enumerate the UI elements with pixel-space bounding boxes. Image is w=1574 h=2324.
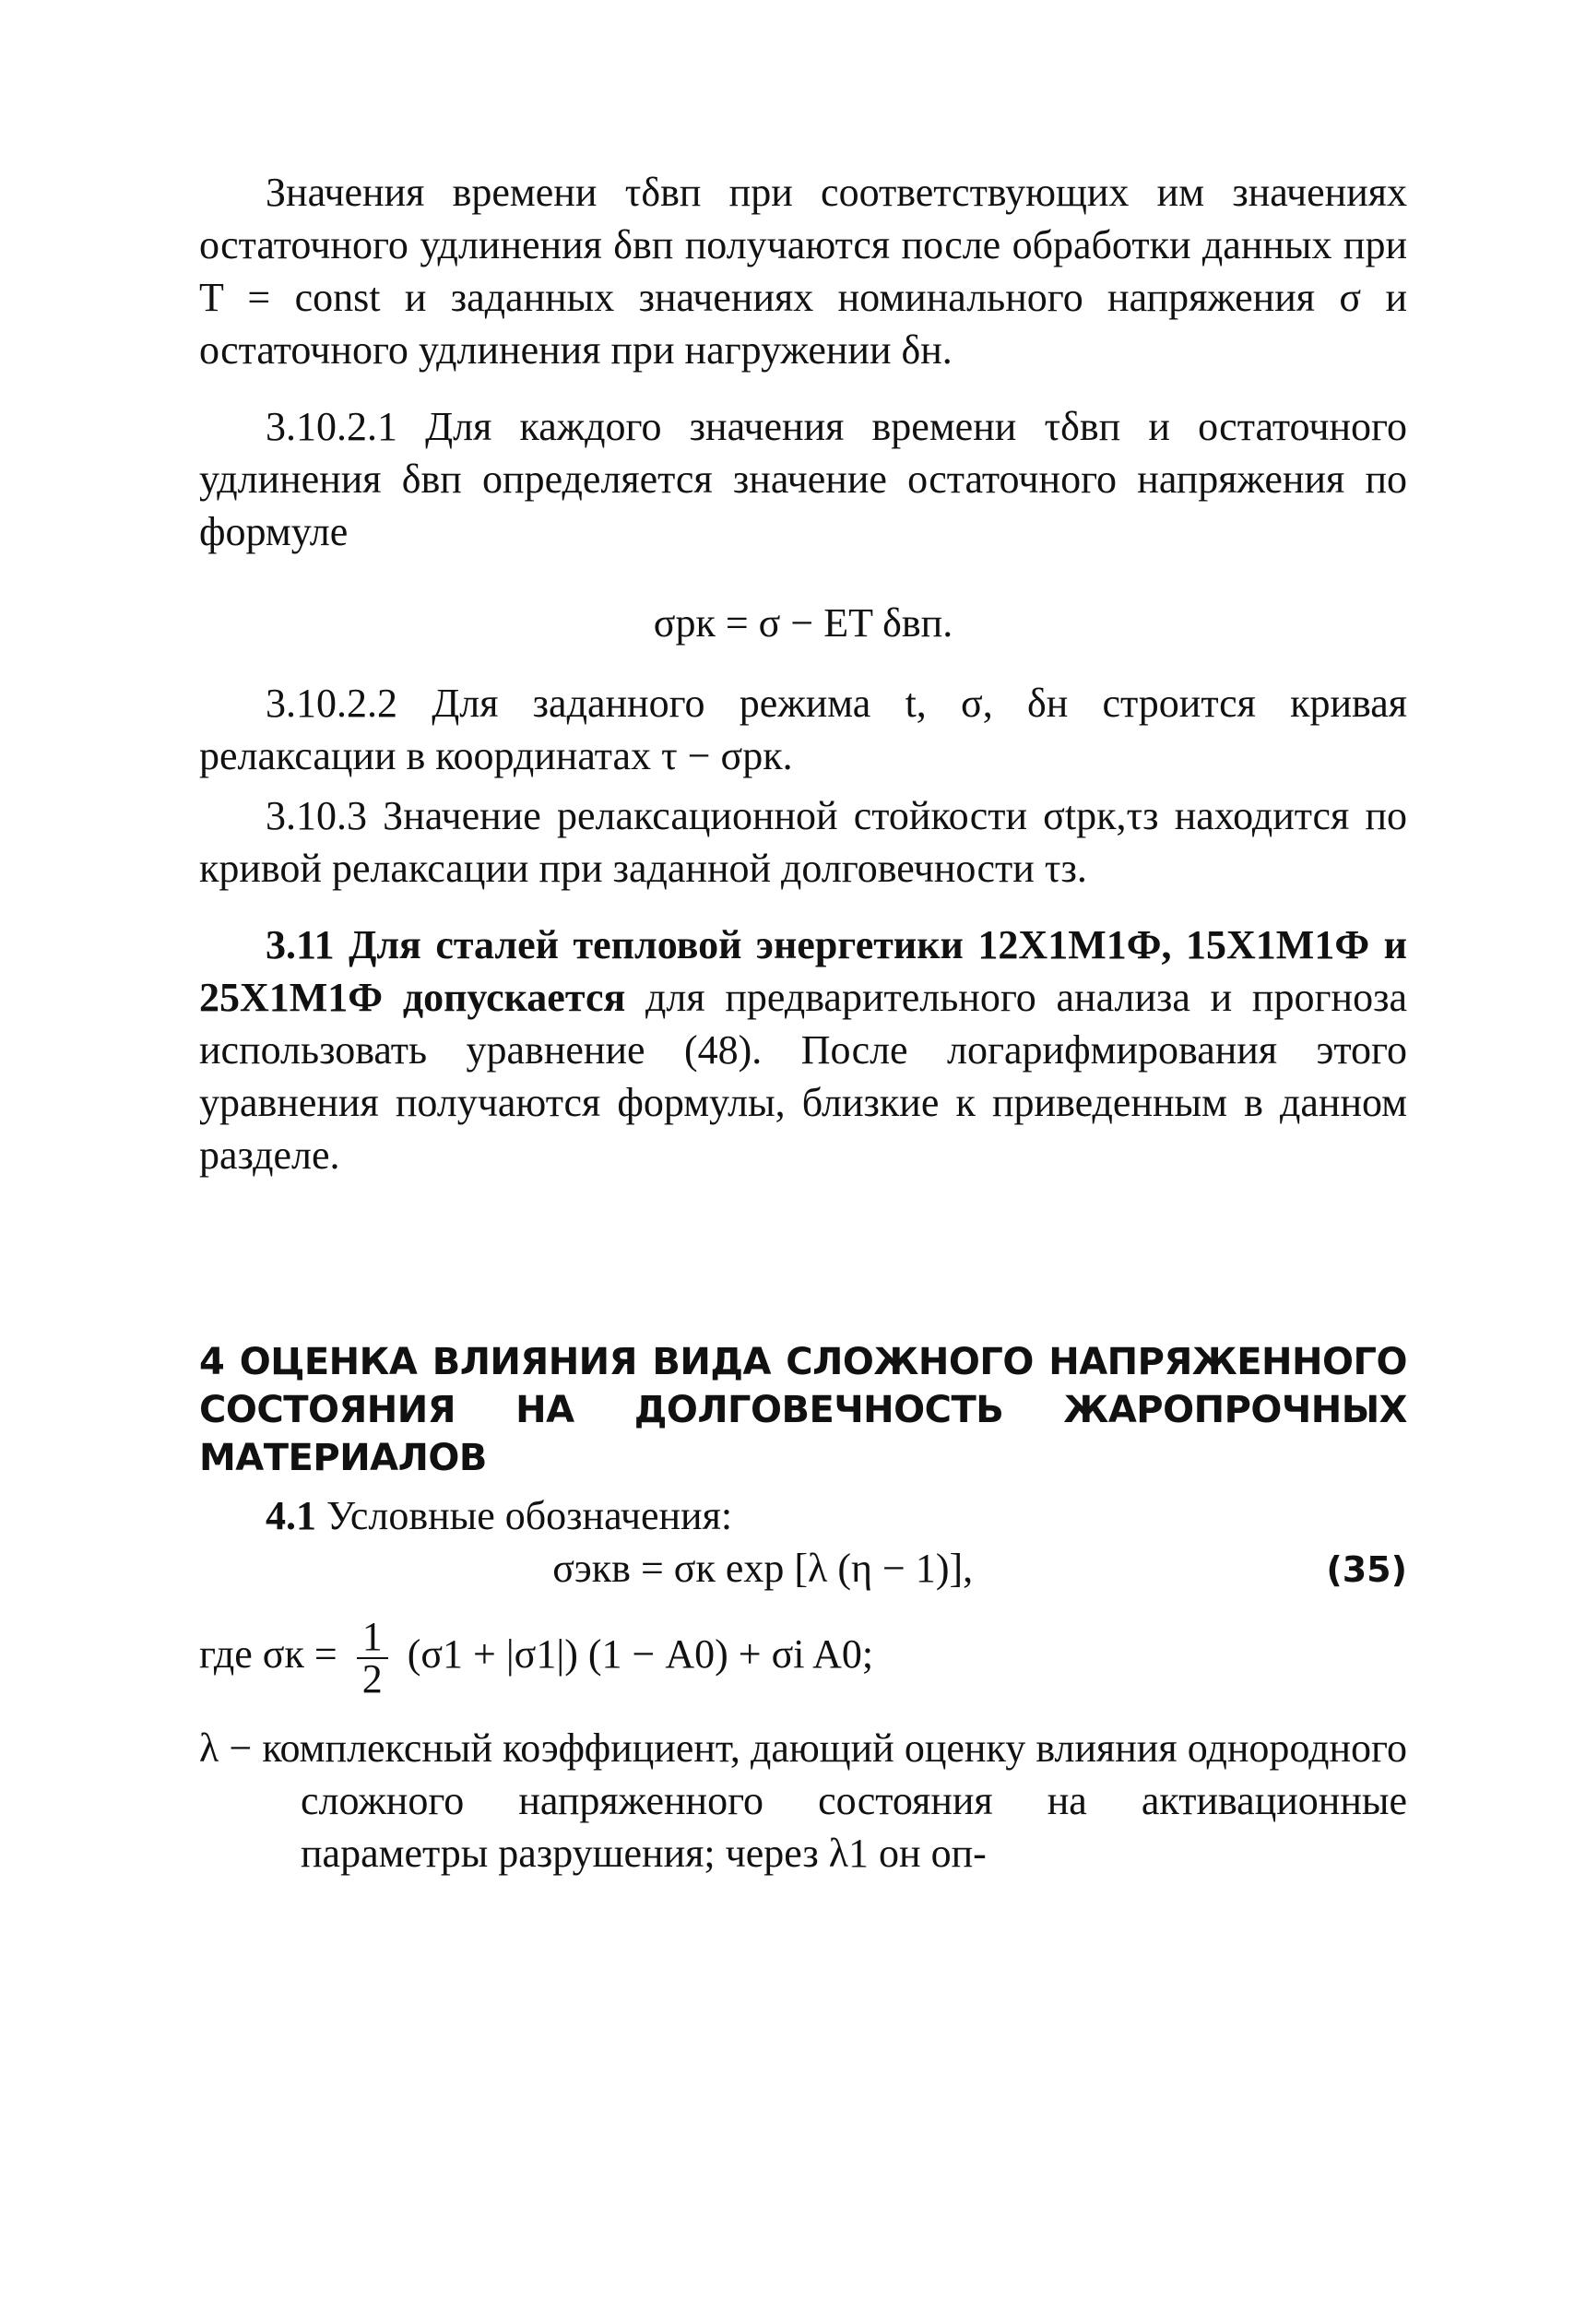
equation-35-number: (35)	[1326, 1549, 1407, 1590]
fraction-denominator: 2	[361, 1656, 383, 1702]
equation-35: σэкв = σк exp [λ (η − 1)],	[552, 1546, 974, 1591]
where-sigma-k-definition	[199, 1614, 1407, 1702]
paragraph-4-1-text: Условные обозначения:	[316, 1493, 733, 1538]
paragraph-3-10-3: 3.10.3 Значение релаксационной стойкости σtрк,τз находится по кривой релаксации при заданной долговечности τз.	[199, 793, 1407, 891]
equation-35-row	[199, 1542, 1407, 1596]
document-page	[199, 166, 1407, 1879]
paragraph-4-1	[199, 1489, 1407, 1542]
fraction-numerator: 1	[357, 1617, 388, 1659]
paragraph-3-10-2-2: 3.10.2.2 Для заданного режима t, σ, δн строится кривая релаксации в координатах τ − σрк.	[199, 681, 1407, 778]
paragraph-3-11	[199, 919, 1407, 1181]
paragraph-relaxation-time: Значения времени τδвп при соответствующих им значениях остаточного удлинения δвп получаются после обработки данных при T = const и заданных значениях номинального напряжения σ и остаточного удлинения при нагружении δн.	[199, 170, 1407, 373]
lambda-definition: λ − комплексный коэффициент, дающий оценку влияния однородного сложного напряженного состояния на активационные параметры разрушения; через λ1 он оп-	[199, 1725, 1407, 1876]
paragraph-3-11-rest: для предварительного анализа и прогноза использовать уравнение (48). После логарифмирования этого уравнения получаются формулы, близкие к приведенным в данном разделе.	[199, 975, 1407, 1178]
paragraph-3-11-bold: 3.11 Для сталей тепловой энергетики 12Х1М1Ф, 15Х1М1Ф и 25Х1М1Ф допускается	[199, 922, 1407, 1020]
paragraph-4-1-number: 4.1	[266, 1493, 316, 1538]
equation-residual-stress: σрк = σ − ET δвп.	[653, 600, 953, 646]
fraction-one-half	[357, 1614, 388, 1702]
where-prefix: где σк =	[199, 1631, 337, 1678]
where-rest: (σ1 + |σ1|) (1 − A0) + σi A0;	[407, 1631, 874, 1678]
paragraph-3-10-2-1: 3.10.2.1 Для каждого значения времени τδвп и остаточного удлинения δвп определяется значение остаточного напряжения по формуле	[199, 404, 1407, 554]
section-heading-4: 4 ОЦЕНКА ВЛИЯНИЯ ВИДА СЛОЖНОГО НАПРЯЖЕННОГО СОСТОЯНИЯ НА ДОЛГОВЕЧНОСТЬ ЖАРОПРОЧНЫХ МАТЕРИАЛОВ	[199, 1341, 1407, 1479]
